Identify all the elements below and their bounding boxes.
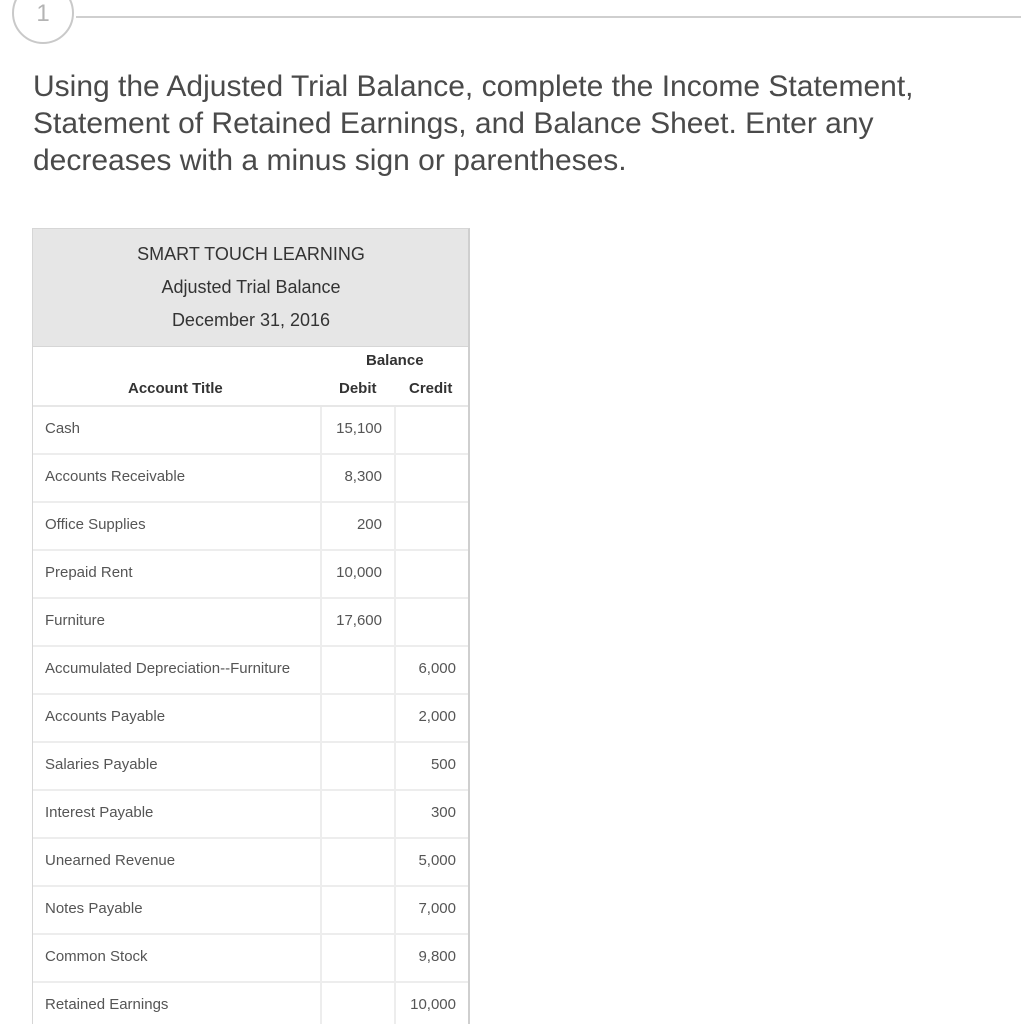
table-row	[33, 551, 468, 599]
table-row	[33, 647, 468, 695]
statement-date: December 31, 2016	[171, 310, 331, 330]
statement-title: Adjusted Trial Balance	[161, 277, 341, 297]
debit-cell	[322, 791, 396, 837]
credit-cell: 5,000	[418, 852, 456, 869]
account-title-cell: Accumulated Depreciation--Furniture	[33, 647, 322, 693]
account-title-cell: Interest Payable	[33, 791, 322, 837]
table-heading	[33, 229, 468, 347]
credit-cell: 6,000	[418, 660, 456, 677]
account-title-cell: Furniture	[33, 599, 322, 645]
account-title-cell: Common Stock	[33, 935, 322, 981]
question-instructions: Using the Adjusted Trial Balance, complete the Income Statement, Statement of Retained Earnings, and Balance Sheet. Enter any decreases with a minus sign or parentheses.	[33, 70, 914, 177]
debit-cell: 200	[322, 503, 396, 549]
table-row	[33, 599, 468, 647]
debit-cell	[322, 647, 396, 693]
credit-cell: 7,000	[418, 900, 456, 917]
account-title-header: Account Title	[128, 380, 223, 397]
table-row	[33, 791, 468, 839]
account-title-cell: Cash	[33, 407, 322, 453]
debit-cell	[322, 887, 396, 933]
table-body	[33, 407, 468, 1024]
debit-header: Debit	[339, 380, 377, 397]
table-row	[33, 455, 468, 503]
table-row	[33, 695, 468, 743]
debit-cell	[322, 935, 396, 981]
credit-cell: 500	[430, 756, 456, 773]
column-headers	[33, 347, 468, 407]
account-title-cell: Prepaid Rent	[33, 551, 322, 597]
debit-cell	[322, 983, 396, 1024]
debit-cell: 17,600	[322, 599, 396, 645]
account-title-cell: Accounts Receivable	[33, 455, 322, 501]
table-row	[33, 839, 468, 887]
table-row	[33, 503, 468, 551]
table-row	[33, 935, 468, 983]
debit-cell: 10,000	[322, 551, 396, 597]
account-title-cell: Retained Earnings	[33, 983, 322, 1024]
account-title-cell: Office Supplies	[33, 503, 322, 549]
account-title-cell: Accounts Payable	[33, 695, 322, 741]
table-row	[33, 407, 468, 455]
question-number-badge	[12, 0, 74, 44]
table-row	[33, 743, 468, 791]
company-name: SMART TOUCH LEARNING	[137, 244, 365, 264]
account-title-cell: Salaries Payable	[33, 743, 322, 789]
debit-cell	[322, 743, 396, 789]
debit-cell: 8,300	[322, 455, 396, 501]
table-row	[33, 983, 468, 1024]
account-title-cell: Unearned Revenue	[33, 839, 322, 885]
credit-cell: 9,800	[418, 948, 456, 965]
credit-header: Credit	[409, 380, 453, 397]
debit-cell: 15,100	[322, 407, 396, 453]
adjusted-trial-balance-table	[32, 228, 470, 1024]
credit-cell	[396, 599, 467, 645]
debit-cell	[322, 695, 396, 741]
table-row	[33, 887, 468, 935]
credit-cell: 2,000	[418, 708, 456, 725]
credit-cell: 300	[430, 804, 456, 821]
header-divider	[76, 16, 1021, 18]
credit-cell	[396, 407, 467, 453]
credit-cell	[396, 455, 467, 501]
balance-header: Balance	[366, 352, 424, 369]
credit-cell: 10,000	[410, 996, 456, 1013]
credit-cell	[396, 503, 467, 549]
debit-cell	[322, 839, 396, 885]
account-title-cell: Notes Payable	[33, 887, 322, 933]
question-number: 1	[36, 0, 50, 27]
credit-cell	[396, 551, 467, 597]
